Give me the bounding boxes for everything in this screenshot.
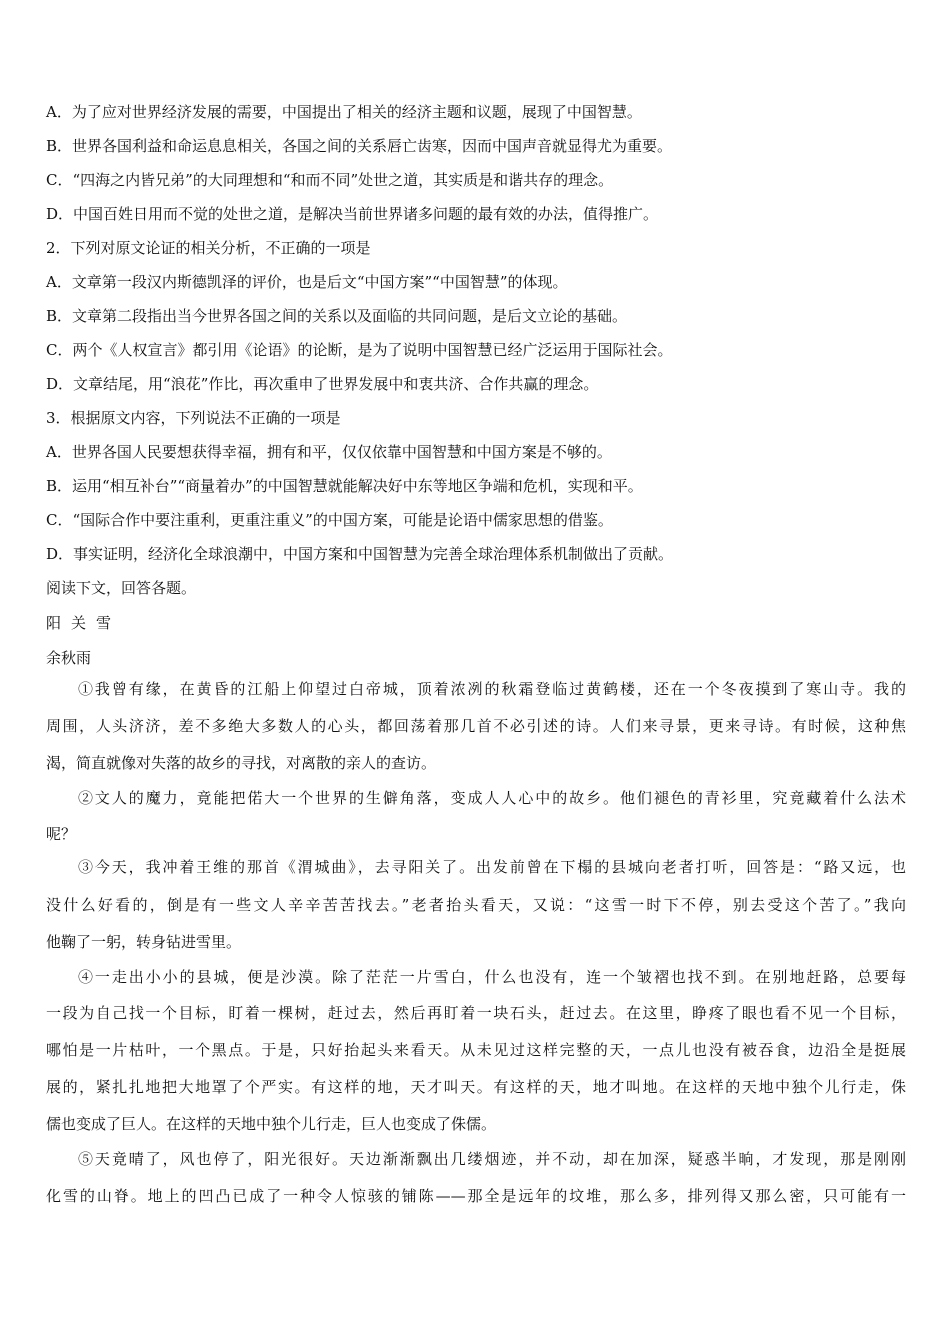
paragraph-3-line: ③今天，我冲着王维的那首《渭城曲》，去寻阳关了。出发前曾在下榻的县城向老者打听，回答是：“路又远，也 — [78, 858, 906, 876]
q3-option-d: D．事实证明，经济化全球浪潮中，中国方案和中国智慧为完善全球治理体系机制做出了贡献。 — [46, 545, 674, 563]
q1-option-a: A．为了应对世界经济发展的需要，中国提出了相关的经济主题和议题，展现了中国智慧。 — [46, 103, 642, 121]
paragraph-5-line: 化雪的山脊。地上的凹凸已成了一种令人惊骇的铺陈——那全是远年的坟堆，那么多，排列得又那么密，只可能有一 — [46, 1187, 906, 1205]
q2-option-d: D．文章结尾，用“浪花”作比，再次重申了世界发展中和衷共济、合作共赢的理念。 — [46, 375, 599, 393]
paragraph-1-line: ①我曾有缘，在黄昏的江船上仰望过白帝城，顶着浓冽的秋霜登临过黄鹤楼，还在一个冬夜摸到了寒山寺。我的 — [78, 680, 906, 698]
q2-option-b: B．文章第二段指出当今世界各国之间的关系以及面临的共同问题，是后文立论的基础。 — [46, 307, 628, 325]
q3-option-c: C．“国际合作中要注重利，更重注重义”的中国方案，可能是论语中儒家思想的借鉴。 — [46, 511, 613, 529]
paragraph-1-line: 渴，简直就像对失落的故乡的寻找，对离散的亲人的查访。 — [46, 754, 437, 772]
paragraph-2-line: 呢？ — [46, 825, 77, 843]
q3-option-a: A．世界各国人民要想获得幸福，拥有和平，仅仅依靠中国智慧和中国方案是不够的。 — [46, 443, 612, 461]
q3-option-b: B．运用“相互补台”“商量着办”的中国智慧就能解决好中东等地区争端和危机，实现和平。 — [46, 477, 643, 495]
q1-option-b: B．世界各国利益和命运息息相关，各国之间的关系唇亡齿寒，因而中国声音就显得尤为重要。 — [46, 137, 673, 155]
q2-stem: 2．下列对原文论证的相关分析，不正确的一项是 — [46, 239, 371, 257]
q2-option-a: A．文章第一段汉内斯德凯泽的评价，也是后文“中国方案”“中国智慧”的体现。 — [46, 273, 568, 291]
article-title: 阳关雪 — [46, 614, 122, 632]
reading-instruction: 阅读下文，回答各题。 — [46, 579, 197, 597]
paragraph-5-line: ⑤天竟晴了，风也停了，阳光很好。天边渐渐飘出几缕烟迹，并不动，却在加深，疑惑半晌，才发现，那是刚刚 — [78, 1150, 906, 1168]
article-author: 余秋雨 — [46, 649, 92, 667]
paragraph-4-line: 展的，紧扎扎地把大地罩了个严实。有这样的地，天才叫天。有这样的天，地才叫地。在这样的天地中独个儿行走，侏 — [46, 1078, 906, 1096]
q2-option-c: C．两个《人权宣言》都引用《论语》的论断，是为了说明中国智慧已经广泛运用于国际社会。 — [46, 341, 673, 359]
paragraph-3-line: 他鞠了一躬，转身钻进雪里。 — [46, 933, 242, 951]
paragraph-3-line: 没什么好看的，倒是有一些文人辛辛苦苦找去。”老者抬头看天，又说：“这雪一时下不停，别去受这个苦了。”我向 — [46, 896, 906, 914]
paragraph-4-line: 一段为自己找一个目标，盯着一棵树，赶过去，然后再盯着一块石头，赶过去。在这里，睁疼了眼也看不见一个目标， — [46, 1004, 906, 1022]
paragraph-4-line: 儒也变成了巨人。在这样的天地中独个儿行走，巨人也变成了侏儒。 — [46, 1115, 497, 1133]
q3-stem: 3．根据原文内容，下列说法不正确的一项是 — [46, 409, 341, 427]
paragraph-1-line: 周围，人头济济，差不多绝大多数人的心头，都回荡着那几首不必引述的诗。人们来寻景，更来寻诗。有时候，这种焦 — [46, 717, 906, 735]
q1-option-c: C．“四海之内皆兄弟”的大同理想和“和而不同”处世之道，其实质是和谐共存的理念。 — [46, 171, 614, 189]
q1-option-d: D．中国百姓日用而不觉的处世之道，是解决当前世界诸多问题的最有效的办法，值得推广。 — [46, 205, 659, 223]
paragraph-4-line: 哪怕是一片枯叶，一个黑点。于是，只好抬起头来看天。从未见过这样完整的天，一点儿也没有被吞食，边沿全是挺展 — [46, 1041, 906, 1059]
paragraph-4-line: ④一走出小小的县城，便是沙漠。除了茫茫一片雪白，什么也没有，连一个皱褶也找不到。在别地赶路，总要每 — [78, 968, 906, 986]
paragraph-2-line: ②文人的魔力，竟能把偌大一个世界的生僻角落，变成人人心中的故乡。他们褪色的青衫里，究竟藏着什么法术 — [78, 789, 906, 807]
